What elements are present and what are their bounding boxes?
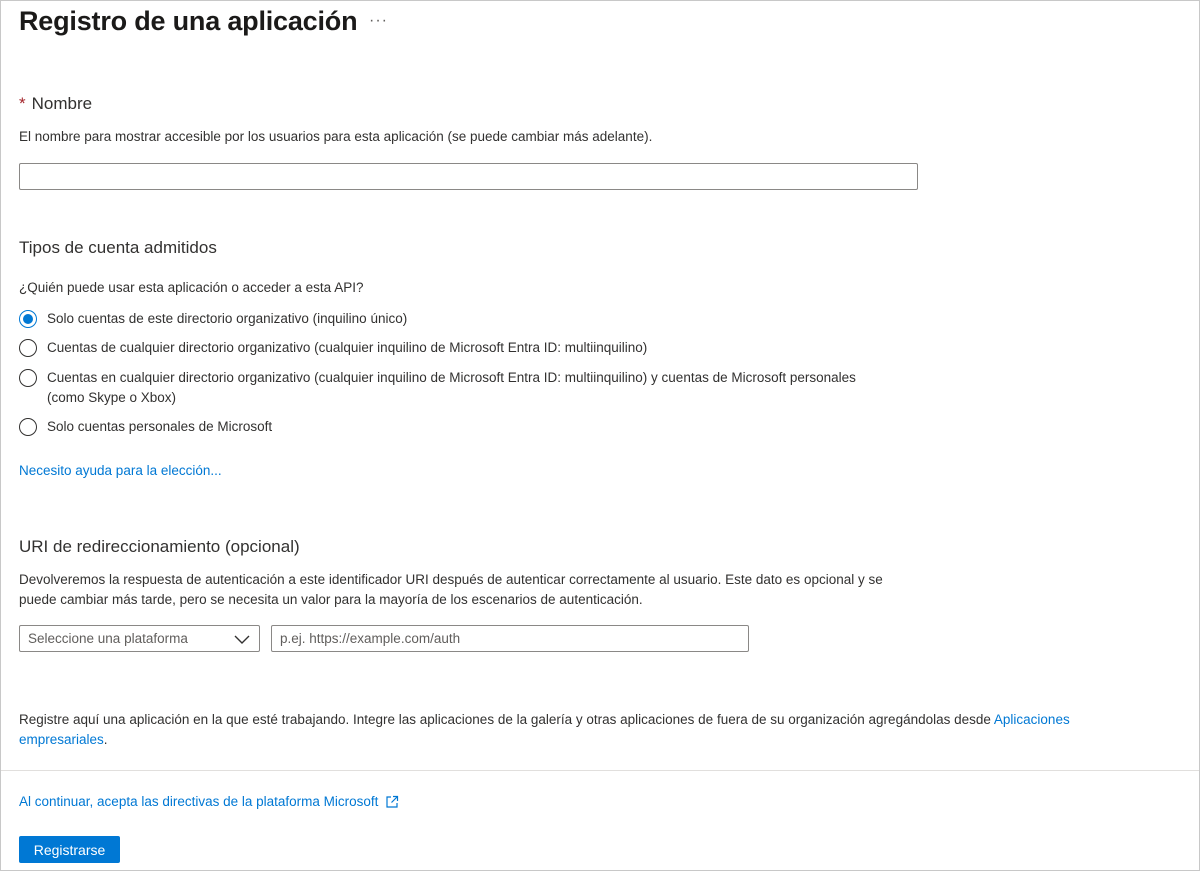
radio-button[interactable] [19, 339, 37, 357]
radio-button[interactable] [19, 369, 37, 387]
name-description: El nombre para mostrar accesible por los usuarios para esta aplicación (se puede cambiar más adelante). [19, 129, 653, 144]
radio-button-checked[interactable] [19, 310, 37, 328]
name-input[interactable] [19, 163, 918, 190]
account-option-single-tenant[interactable] [19, 309, 407, 329]
platform-policies[interactable] [19, 794, 399, 809]
account-option-multitenant[interactable] [19, 338, 647, 358]
radio-label: Solo cuentas personales de Microsoft [47, 419, 273, 434]
platform-select[interactable] [19, 625, 260, 652]
required-mark: * [19, 94, 26, 113]
radio-label: Cuentas en cualquier directorio organizativo (cualquier inquilino de Microsoft Entra ID: multiinquilino) y cuentas de Microsoft personales (como Skype o Xbox) [47, 370, 856, 405]
redirect-uri-label: URI de redireccionamiento (opcional) [19, 537, 300, 556]
ellipsis-icon[interactable]: ··· [369, 12, 388, 29]
page-title: Registro de una aplicación [19, 6, 358, 36]
chevron-down-icon [233, 633, 251, 645]
account-option-multitenant-personal[interactable] [19, 368, 879, 408]
register-button[interactable]: Registrarse [19, 836, 120, 863]
radio-label: Cuentas de cualquier directorio organizativo (cualquier inquilino de Microsoft Entra ID: multiinquilino) [47, 340, 648, 355]
account-types-question: ¿Quién puede usar esta aplicación o acceder a esta API? [19, 280, 364, 295]
account-types-label: Tipos de cuenta admitidos [19, 238, 217, 257]
redirect-uri-input[interactable] [271, 625, 749, 652]
help-choosing-link[interactable]: Necesito ayuda para la elección... [19, 463, 222, 478]
account-option-personal-only[interactable] [19, 417, 272, 437]
external-link-icon[interactable] [385, 795, 399, 809]
registration-note-suffix: . [103, 732, 108, 747]
name-label [19, 94, 92, 114]
enterprise-apps-link[interactable]: Aplicaciones empresariales [19, 712, 1070, 747]
radio-button[interactable] [19, 418, 37, 436]
platform-policies-link[interactable]: Al continuar, acepta las directivas de la plataforma Microsoft [19, 794, 379, 809]
registration-note [19, 710, 1159, 750]
radio-label: Solo cuentas de este directorio organizativo (inquilino único) [47, 311, 408, 326]
platform-select-value: Seleccione una plataforma [28, 631, 188, 646]
redirect-uri-description: Devolveremos la respuesta de autenticación a este identificador URI después de autenticar correctamente al usuario. Este dato es opcional y se puede cambiar más tarde, pero se necesita un valor para la mayoría de los escenarios de autenticación. [19, 572, 883, 607]
name-label-text: Nombre [31, 94, 93, 113]
divider [1, 770, 1199, 771]
registration-note-text: Registre aquí una aplicación en la que esté trabajando. Integre las aplicaciones de la galería y otras aplicaciones de fuera de su organización agregándolas desde [19, 712, 994, 727]
